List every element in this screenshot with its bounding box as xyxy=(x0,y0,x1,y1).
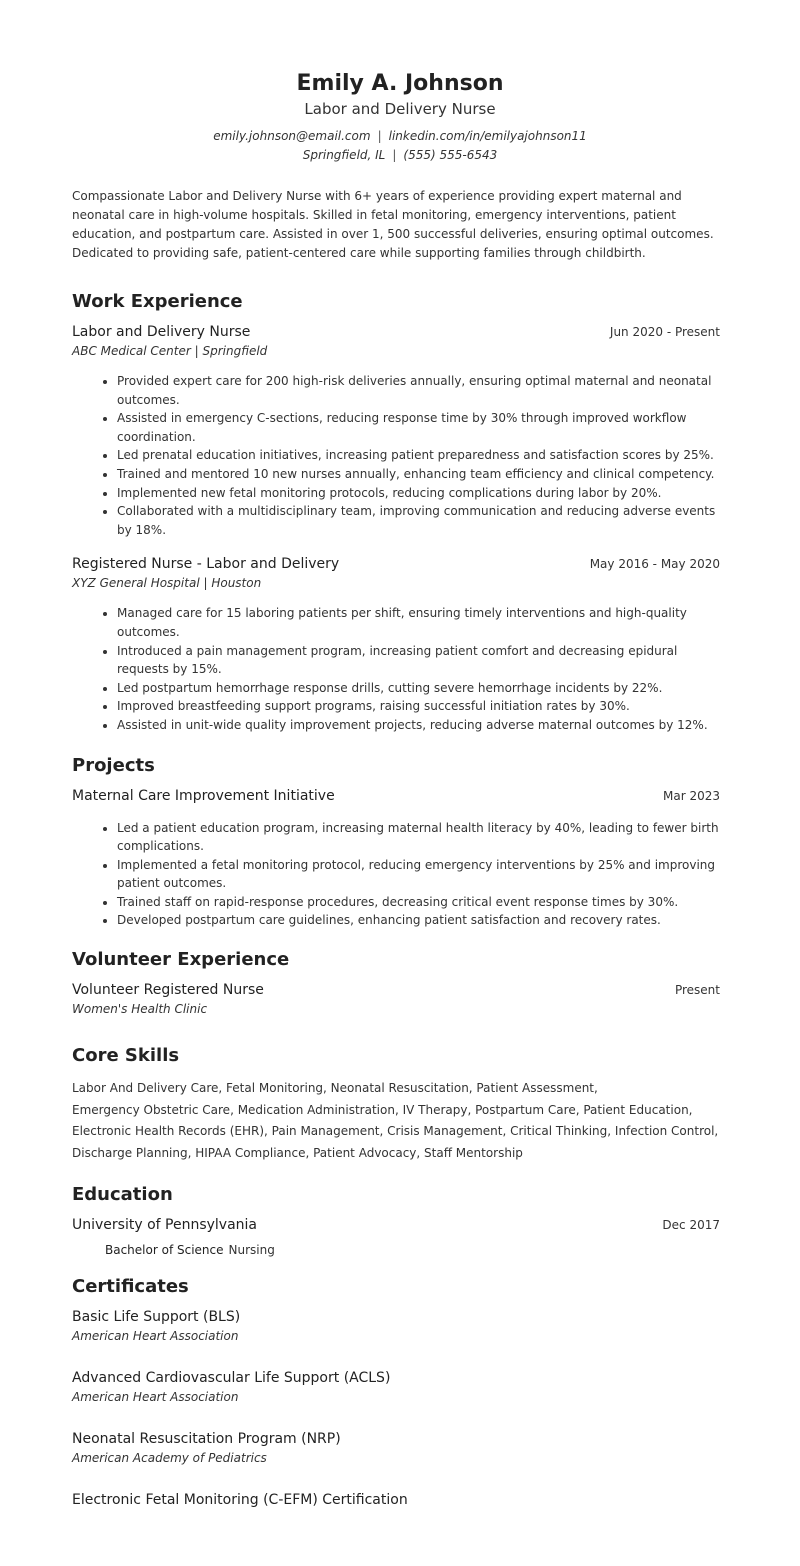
job-bullets xyxy=(72,372,720,539)
bullet-item: • Led prenatal education initiatives, increasing patient preparedness and satisfaction scores by 25%. xyxy=(117,446,720,465)
bullet-item: • Collaborated with a multidisciplinary team, improving communication and reducing adverse events by 18%. xyxy=(117,502,720,539)
bullet-item: • Developed postpartum care guidelines, enhancing patient satisfaction and recovery rates. xyxy=(117,911,720,930)
job-entry xyxy=(72,554,720,734)
projects-section xyxy=(72,754,720,931)
degree-field: Nursing xyxy=(228,1243,275,1258)
contact-line-2 xyxy=(72,146,728,165)
section-title-work: Work Experience xyxy=(72,291,243,312)
volunteer-date: Present xyxy=(674,983,720,998)
certificate-title: Electronic Fetal Monitoring (C-EFM) Certification xyxy=(72,1492,408,1509)
skills-list xyxy=(72,1078,720,1164)
job-org: ABC Medical Center | Springfield xyxy=(72,344,268,358)
job-title: Labor and Delivery Nurse xyxy=(72,324,251,340)
education-entry xyxy=(72,1215,720,1259)
certificate-entry xyxy=(72,1490,720,1510)
school-name: University of Pennsylvania xyxy=(72,1217,257,1234)
bullet-item: • Managed care for 15 laboring patients per shift, ensuring timely interventions and high-quality outcomes. xyxy=(117,604,720,641)
bullet-item: • Provided expert care for 200 high-risk deliveries annually, ensuring optimal maternal and neonatal outcomes. xyxy=(117,372,720,409)
skills-line: Emergency Obstetric Care, Medication Administration, IV Therapy, Postpartum Care, Patient Education, xyxy=(72,1102,693,1117)
project-title: Maternal Care Improvement Initiative xyxy=(72,787,335,804)
job-title: Registered Nurse - Labor and Delivery xyxy=(72,556,340,573)
bullet-item: • Assisted in unit-wide quality improvement projects, reducing adverse maternal outcomes by 12%. xyxy=(117,716,720,735)
resume-header xyxy=(72,0,728,165)
candidate-name: Emily A. Johnson xyxy=(296,71,504,96)
bullet-item: • Improved breastfeeding support programs, raising successful initiation rates by 30%. xyxy=(117,697,720,716)
certificate-title: Basic Life Support (BLS) xyxy=(72,1309,241,1326)
certificates-section xyxy=(72,1275,720,1510)
section-title-education: Education xyxy=(72,1184,173,1206)
certificate-title: Neonatal Resuscitation Program (NRP) xyxy=(72,1431,341,1448)
education-section xyxy=(72,1183,720,1259)
job-org: XYZ General Hospital | Houston xyxy=(72,576,262,591)
contact-line-1 xyxy=(72,127,728,146)
location-text: Springfield, IL xyxy=(302,148,386,162)
contact-separator: | xyxy=(392,148,397,162)
certificate-entry xyxy=(72,1368,720,1407)
job-date: May 2016 - May 2020 xyxy=(589,557,720,572)
volunteer-org: Women's Health Clinic xyxy=(72,1002,208,1017)
phone-text: (555) 555-6543 xyxy=(403,148,498,162)
linkedin-link[interactable]: linkedin.com/in/emilyajohnson11 xyxy=(388,129,587,143)
section-title-volunteer: Volunteer Experience xyxy=(72,949,290,971)
email-link[interactable]: emily.johnson@email.com xyxy=(213,129,371,143)
certificate-title: Advanced Cardiovascular Life Support (ACLS) xyxy=(72,1370,391,1387)
section-title-projects: Projects xyxy=(72,754,155,776)
degree-line xyxy=(105,1241,720,1259)
bullet-item: • Introduced a pain management program, increasing patient comfort and decreasing epidural requests by 15%. xyxy=(117,642,720,679)
job-bullets xyxy=(72,604,720,734)
certificate-entry xyxy=(72,1429,720,1468)
job-date: Jun 2020 - Present xyxy=(609,325,720,339)
bullet-item: • Implemented a fetal monitoring protocol, reducing emergency interventions by 25% and improving patient outcomes. xyxy=(117,856,720,893)
volunteer-entry xyxy=(72,980,720,1019)
certificate-org: American Academy of Pediatrics xyxy=(72,1451,267,1466)
summary-paragraph: Compassionate Labor and Delivery Nurse with 6+ years of experience providing expert maternal and neonatal care in high-volume hospitals. Skilled in fetal monitoring, emergency interventions, patient education, and postpartum care. Assisted in over 1, 500 successful deliveries, ensuring optimal outcomes. Dedicated to providing safe, patient-centered care while supporting families through childbirth. xyxy=(72,189,714,260)
certificate-org: American Heart Association xyxy=(72,1329,239,1344)
degree-name: Bachelor of Science xyxy=(105,1243,224,1258)
education-date: Dec 2017 xyxy=(662,1218,720,1233)
bullet-item: • Assisted in emergency C-sections, reducing response time by 30% through improved workflow coordination. xyxy=(117,409,720,446)
skills-line: Electronic Health Records (EHR), Pain Management, Crisis Management, Critical Thinking, Infection Control, xyxy=(72,1124,719,1139)
project-bullets xyxy=(72,819,720,931)
volunteer-section xyxy=(72,948,720,1019)
section-title-skills: Core Skills xyxy=(72,1045,180,1067)
candidate-title: Labor and Delivery Nurse xyxy=(304,100,496,118)
volunteer-title: Volunteer Registered Nurse xyxy=(72,982,264,999)
section-title-certificates: Certificates xyxy=(72,1276,189,1298)
contact-separator: | xyxy=(377,129,382,143)
bullet-item: • Trained and mentored 10 new nurses annually, enhancing team efficiency and clinical competency. xyxy=(117,465,720,484)
bullet-item: • Led a patient education program, increasing maternal health literacy by 40%, leading to fewer birth complications. xyxy=(117,819,720,856)
certificate-org: American Heart Association xyxy=(72,1390,239,1405)
project-date: Mar 2023 xyxy=(663,788,720,803)
certificate-entry xyxy=(72,1307,720,1346)
job-entry xyxy=(72,322,720,539)
skills-section xyxy=(72,1044,720,1164)
bullet-item: • Implemented new fetal monitoring protocols, reducing complications during labor by 20%. xyxy=(117,484,720,503)
bullet-item: • Led postpartum hemorrhage response drills, cutting severe hemorrhage incidents by 22%. xyxy=(117,679,720,698)
bullet-item: • Trained staff on rapid-response procedures, decreasing critical event response times by 30%. xyxy=(117,893,720,912)
skills-line: Labor And Delivery Care, Fetal Monitoring, Neonatal Resuscitation, Patient Assessment, xyxy=(72,1081,598,1096)
project-entry xyxy=(72,786,720,931)
skills-line: Discharge Planning, HIPAA Compliance, Patient Advocacy, Staff Mentorship xyxy=(72,1145,523,1160)
work-experience-section xyxy=(72,290,720,735)
